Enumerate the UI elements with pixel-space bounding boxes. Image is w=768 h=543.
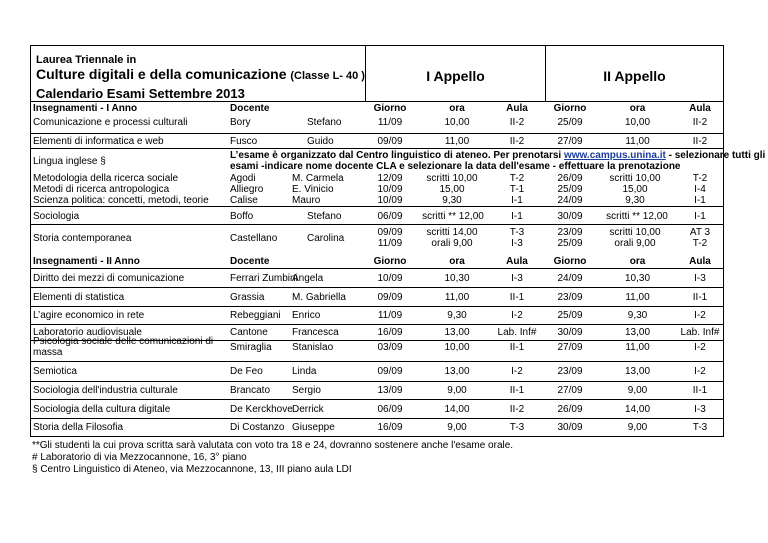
exam-day-1: 09/09 <box>377 366 403 377</box>
exam-time-1: 14,00 <box>444 404 470 415</box>
exam-day-2: 24/09 <box>557 273 583 284</box>
appello-1-heading: I Appello <box>426 68 485 84</box>
exam-room-1: I-3 <box>511 273 523 284</box>
teacher-name: E. Vinicio <box>292 184 334 195</box>
exam-room-1: II-1 <box>509 292 525 303</box>
exam-day-2: 30/09 <box>557 211 583 222</box>
section2-header-time: ora <box>449 256 465 267</box>
calendar-title: Calendario Esami Settembre 2013 <box>36 86 245 101</box>
teacher-name: Stefano <box>307 211 342 222</box>
section1-header-room-2: Aula <box>689 103 711 114</box>
exam-room-1: II-2 <box>509 404 525 415</box>
exam-time-1: 15,00 <box>439 184 465 195</box>
exam-room-2: I-1 <box>694 211 706 222</box>
teacher-name: Sergio <box>292 385 321 396</box>
row-separator <box>30 287 724 288</box>
exam-day-2b: 25/09 <box>557 238 583 249</box>
teacher-surname: De Kerckhove <box>230 404 293 415</box>
teacher-name: Angela <box>292 273 324 284</box>
teacher-surname: Smiraglia <box>230 342 272 353</box>
exam-time-1: 11,00 <box>444 136 470 147</box>
exam-day-2: 23/09 <box>557 292 583 303</box>
exam-day-1: 10/09 <box>377 273 403 284</box>
exam-day-2: 25/09 <box>557 184 583 195</box>
exam-day-2: 25/09 <box>557 310 583 321</box>
english-note-line1 <box>230 150 765 161</box>
exam-day-1: 03/09 <box>377 342 403 353</box>
row-separator <box>30 361 724 362</box>
row-separator <box>30 399 724 400</box>
exam-time-2b: orali 9,00 <box>614 238 656 249</box>
row-separator <box>30 306 724 307</box>
exam-day-2: 25/09 <box>557 117 583 128</box>
exam-time-2: 11,00 <box>625 136 650 147</box>
section2-header-day: Giorno <box>373 256 407 267</box>
exam-time-1: 10,00 <box>444 117 470 128</box>
exam-room-1: I-2 <box>511 310 523 321</box>
table-left-border <box>30 45 31 437</box>
exam-time-1: scritti 10,00 <box>426 173 478 184</box>
table-right-border <box>723 45 724 437</box>
exam-room-1a: T-3 <box>509 227 525 238</box>
exam-room-2: T-3 <box>692 422 708 433</box>
teacher-name: Guido <box>307 136 334 147</box>
exam-day-1b: 11/09 <box>377 238 403 249</box>
exam-time-1: 13,00 <box>444 327 470 338</box>
exam-time-1: 9,00 <box>447 422 467 433</box>
footnote-oral-exam: **Gli studenti la cui prova scritta sarà valutata con voto tra 18 e 24, dovranno sostenere anche l'esame orale. <box>32 440 514 451</box>
section2-header-day-2: Giorno <box>553 256 587 267</box>
exam-time-2: 10,00 <box>624 117 651 128</box>
exam-room-2: I-2 <box>694 366 706 377</box>
exam-day-2: 27/09 <box>557 385 583 396</box>
exam-day-1: 10/09 <box>377 195 403 206</box>
exam-room-2: II-1 <box>692 292 708 303</box>
exam-time-1a: scritti 14,00 <box>426 227 478 238</box>
row-separator <box>30 133 724 134</box>
exam-room-2a: AT 3 <box>689 227 711 238</box>
row-separator <box>30 418 724 419</box>
course-name: Scienza politica: concetti, metodi, teorie <box>33 195 209 206</box>
exam-day-2: 30/09 <box>557 327 583 338</box>
exam-time-1: 10,00 <box>444 342 470 353</box>
course-name: Comunicazione e processi culturali <box>33 117 188 128</box>
exam-room-2: T-2 <box>692 173 708 184</box>
teacher-surname: Ferrari Zumbini <box>230 273 298 284</box>
section1-header-room: Aula <box>506 103 528 114</box>
exam-room-2: Lab. Inf# <box>680 327 720 338</box>
course-name: Semiotica <box>33 366 77 377</box>
english-note-text-2: - selezionare tutti gli <box>665 150 766 161</box>
teacher-name: Francesca <box>292 327 339 338</box>
exam-time-2: 9,00 <box>627 385 648 396</box>
exam-time-2: 9,30 <box>627 310 648 321</box>
teacher-surname: Boffo <box>230 211 254 222</box>
teacher-surname: Fusco <box>230 136 258 147</box>
english-note-line2: esami -indicare nome docente CLA e selezionare la data dell'esame - effettuare la prenotazione <box>230 161 681 172</box>
section2-header-room-2: Aula <box>689 256 711 267</box>
teacher-surname: Calise <box>230 195 258 206</box>
teacher-name: Enrico <box>292 310 321 321</box>
exam-room-1: II-2 <box>509 117 525 128</box>
exam-day-2a: 23/09 <box>557 227 583 238</box>
exam-time-2: 14,00 <box>624 404 651 415</box>
course-name: Sociologia della cultura digitale <box>33 404 171 415</box>
exam-time-1: 10,30 <box>444 273 470 284</box>
teacher-surname: Brancato <box>230 385 271 396</box>
exam-time-2: 9,00 <box>627 422 648 433</box>
exam-room-2: I-3 <box>694 273 706 284</box>
row-separator <box>30 148 724 149</box>
exam-day-1: 09/09 <box>377 136 403 147</box>
exam-time-1: scritti ** 12,00 <box>422 211 484 222</box>
course-name-continued: massa <box>33 347 63 358</box>
exam-room-2: I-2 <box>694 310 706 321</box>
teacher-surname: Rebeggiani <box>230 310 281 321</box>
program-name: Culture digitali e della comunicazione <box>36 66 287 82</box>
exam-room-1: Lab. Inf# <box>497 327 537 338</box>
exam-day-2: 23/09 <box>557 366 583 377</box>
course-name: Storia contemporanea <box>33 233 132 244</box>
teacher-name: Giuseppe <box>292 422 335 433</box>
exam-time-2a: scritti 10,00 <box>609 227 661 238</box>
section1-header-courses: Insegnamenti - I Anno <box>33 103 138 114</box>
program-title <box>36 66 365 82</box>
exam-day-2: 27/09 <box>557 136 583 147</box>
section2-header-courses: Insegnamenti - II Anno <box>33 256 140 267</box>
row-separator <box>30 381 724 382</box>
exam-day-2: 26/09 <box>557 404 583 415</box>
section2-header-teacher: Docente <box>230 256 270 267</box>
appello-2-heading: II Appello <box>603 68 666 84</box>
exam-time-1: 9,30 <box>442 195 462 206</box>
header-bottom-border <box>30 101 724 102</box>
exam-day-2: 24/09 <box>557 195 583 206</box>
exam-time-2: 13,00 <box>624 366 651 377</box>
footnote-lab: # Laboratorio di via Mezzocannone, 16, 3° piano <box>32 452 247 463</box>
exam-day-1: 16/09 <box>377 327 403 338</box>
exam-room-1: II-1 <box>509 385 525 396</box>
exam-room-1: T-2 <box>509 173 525 184</box>
exam-room-1: I-1 <box>511 195 523 206</box>
course-name-english: Lingua inglese § <box>33 156 106 167</box>
row-separator <box>30 206 724 207</box>
section2-header-time-2: ora <box>629 256 646 267</box>
exam-room-1: I-1 <box>511 211 523 222</box>
teacher-name: Linda <box>292 366 317 377</box>
exam-room-2: II-1 <box>692 385 708 396</box>
exam-time-2: 11,00 <box>625 342 650 353</box>
exam-day-1: 12/09 <box>377 173 403 184</box>
teacher-name: Carolina <box>307 233 345 244</box>
degree-label: Laurea Triennale in <box>36 54 137 66</box>
exam-room-1: II-1 <box>509 342 525 353</box>
exam-room-2: II-2 <box>692 136 708 147</box>
teacher-name: M. Gabriella <box>292 292 346 303</box>
exam-room-1: II-2 <box>509 136 525 147</box>
exam-room-1: T-1 <box>509 184 525 195</box>
footnote-cla: § Centro Linguistico di Ateneo, via Mezzocannone, 13, III piano aula LDI <box>32 464 352 475</box>
course-name: Diritto dei mezzi di comunicazione <box>33 273 185 284</box>
exam-time-1: 9,00 <box>447 385 467 396</box>
program-class: (Classe L- 40 ) <box>290 70 365 82</box>
exam-room-1: I-2 <box>511 366 523 377</box>
teacher-surname: Grassia <box>230 292 265 303</box>
section1-header-day-2: Giorno <box>553 103 587 114</box>
teacher-name: Stanislao <box>292 342 334 353</box>
course-name: Storia della Filosofia <box>33 422 124 433</box>
exam-day-2: 27/09 <box>557 342 583 353</box>
exam-time-2: 13,00 <box>624 327 651 338</box>
exam-day-1a: 09/09 <box>377 227 403 238</box>
exam-room-2b: T-2 <box>692 238 708 249</box>
teacher-surname: Agodi <box>230 173 256 184</box>
course-name: Elementi di informatica e web <box>33 136 164 147</box>
exam-time-2: 9,30 <box>625 195 645 206</box>
course-name: Elementi di statistica <box>33 292 125 303</box>
course-name: Metodi di ricerca antropologica <box>33 184 170 195</box>
exam-room-2: I-4 <box>694 184 706 195</box>
teacher-surname: Bory <box>230 117 251 128</box>
section1-header-teacher: Docente <box>230 103 270 114</box>
exam-day-1: 06/09 <box>377 404 403 415</box>
exam-time-2: scritti ** 12,00 <box>606 211 668 222</box>
teacher-name: Mauro <box>292 195 321 206</box>
table-top-border <box>30 45 724 46</box>
english-note-text: L’esame è organizzato dal Centro linguistico di ateneo. Per prenotarsi <box>230 150 564 161</box>
teacher-surname: Cantone <box>230 327 268 338</box>
course-name: Laboratorio audiovisuale <box>33 327 142 338</box>
exam-room-2: I-1 <box>694 195 706 206</box>
exam-day-1: 11/09 <box>377 117 403 128</box>
exam-day-1: 10/09 <box>377 184 403 195</box>
exam-time-1: 11,00 <box>444 292 470 303</box>
exam-day-1: 06/09 <box>377 211 403 222</box>
exam-day-1: 11/09 <box>377 310 403 321</box>
section1-header-time-2: ora <box>629 103 646 114</box>
exam-day-2: 30/09 <box>557 422 583 433</box>
exam-day-1: 13/09 <box>377 385 403 396</box>
exam-room-2: I-3 <box>694 404 706 415</box>
course-name: Sociologia dell'industria culturale <box>33 385 178 396</box>
exam-room-1: T-3 <box>509 422 525 433</box>
exam-time-1: 13,00 <box>444 366 470 377</box>
exam-room-2: II-2 <box>692 117 708 128</box>
exam-room-2: I-2 <box>694 342 706 353</box>
row-separator <box>30 324 724 325</box>
exam-day-2: 26/09 <box>557 173 583 184</box>
exam-time-2: scritti 10,00 <box>609 173 661 184</box>
teacher-surname: Di Costanzo <box>230 422 285 433</box>
exam-time-2: 10,30 <box>624 273 651 284</box>
exam-time-1: 9,30 <box>447 310 467 321</box>
section1-header-day: Giorno <box>373 103 407 114</box>
teacher-surname: Castellano <box>230 233 278 244</box>
teacher-name: Derrick <box>292 404 324 415</box>
section2-header-room: Aula <box>506 256 528 267</box>
course-name: Sociologia <box>33 211 80 222</box>
teacher-surname: De Feo <box>230 366 263 377</box>
campus-link[interactable]: www.campus.unina.it <box>563 150 666 161</box>
course-name: L’agire economico in rete <box>33 310 145 321</box>
exam-room-1b: I-3 <box>511 238 523 249</box>
exam-time-2: 11,00 <box>625 292 650 303</box>
table-bottom-border <box>30 436 724 437</box>
teacher-name: M. Carmela <box>292 173 344 184</box>
row-separator <box>30 268 724 269</box>
exam-day-1: 09/09 <box>377 292 403 303</box>
course-name: Psicologia sociale delle comunicazioni di <box>33 336 214 347</box>
course-name: Metodologia della ricerca sociale <box>33 173 179 184</box>
teacher-surname: Alliegro <box>230 184 264 195</box>
exam-day-1: 16/09 <box>377 422 403 433</box>
teacher-name: Stefano <box>307 117 342 128</box>
section1-header-time: ora <box>449 103 465 114</box>
exam-time-1b: orali 9,00 <box>431 238 473 249</box>
exam-time-2: 15,00 <box>622 184 648 195</box>
row-separator <box>30 224 724 225</box>
